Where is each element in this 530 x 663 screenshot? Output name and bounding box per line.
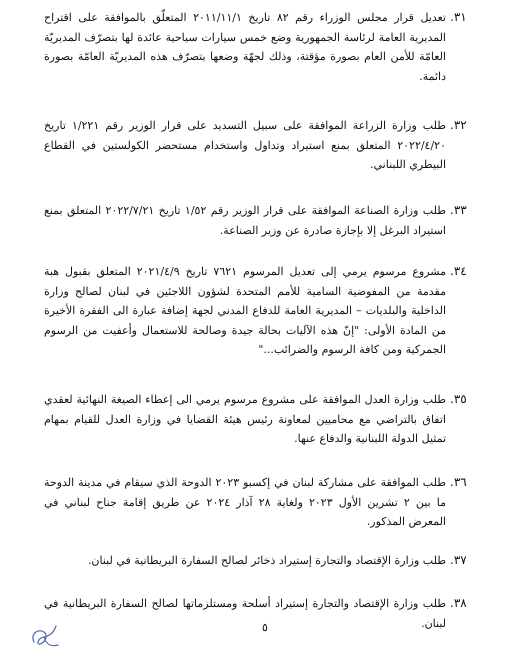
item-text: طلب وزارة الإقتصاد والتجارة إستيراد ذخائر لصالح السفارة البريطانية في لبنان. <box>87 554 446 567</box>
signature-icon <box>28 620 62 654</box>
item-text: طلب وزارة العدل الموافقة على مشروع مرسوم يرمي الى إعطاء الصيغة النهائية لعقدي اتفاق بالتراضي مع محاميين لمعاونة رئيس هيئة القضايا في وزارة العدل للقيام بمهام تمثيل الدولة اللبنانية والدفاع عنها. <box>44 393 446 445</box>
agenda-item-31 <box>44 8 490 86</box>
item-number: .٣٢ <box>450 118 467 132</box>
item-number: .٣٧ <box>450 553 467 567</box>
item-text: طلب وزارة الصناعة الموافقة على قرار الوزير رقم ١/٥٢ تاريخ ٢٠٢٢/٧/٢١ المتعلق بمنع استيراد البرغل إلا بإجازة صادرة عن وزير الصناعة. <box>44 204 446 237</box>
agenda-item-34 <box>44 262 490 360</box>
agenda-item-32 <box>44 116 490 175</box>
item-number: .٣٣ <box>450 203 467 217</box>
item-text: مشروع مرسوم يرمي إلى تعديل المرسوم ٧٦٢١ تاريخ ٢٠٢١/٤/٩ المتعلق بقبول هبة مقدمة من المفوضية السامية للأمم المتحدة لشؤون اللاجئين في لبنان لصالح وزارة الداخلية والبلديات – المديرية العامة للدفاع المدني لجهة إضافة عبارة الى الفقرة الأخيرة من المادة الأولى: "إنّ هذه الآليات بحالة جيدة وصالحة للاستعمال وأعفيت من الرسوم الجمركية ومن كافة الرسوم والضرائب..." <box>44 265 446 356</box>
item-number: .٣٦ <box>450 475 467 489</box>
item-text: تعديل قرار مجلس الوزراء رقم ٨٢ تاريخ ٢٠١١/١١/١ المتعلّق بالموافقة على اقتراح المديرية العامة لرئاسة الجمهورية وضع خمس سيارات سياحية عائدة لها بتصرّف المديريّة العامّة للأمن العام بصورة مؤقتة، وذلك لجهّة وضعها بتصرّف هذه المديريّة العامّة بصورة دائمة. <box>44 11 446 83</box>
item-number: .٣٨ <box>450 596 467 610</box>
item-number: .٣٥ <box>450 392 467 406</box>
item-text: طلب وزارة الإقتصاد والتجارة إستيراد أسلحة ومستلزماتها لصالح السفارة البريطانية في لبنان. <box>44 597 446 630</box>
page-number: ٥ <box>262 621 268 634</box>
item-number: .٣١ <box>450 10 467 24</box>
item-text: طلب الموافقة على مشاركة لبنان في إكسبو ٢٠٢٣ الدوحة الذي سيقام في مدينة الدوحة ما بين ٢ تشرين الأول ٢٠٢٣ ولغاية ٢٨ آذار ٢٠٢٤ عن طريق إقامة جناح لبناني في المعرض المذكور. <box>44 476 446 528</box>
item-number: .٣٤ <box>450 264 467 278</box>
item-text: طلب وزارة الزراعة الموافقة على سبيل التسديد على قرار الوزير رقم ١/٢٢١ تاريخ ٢٠٢٢/٤/٢٠ المتعلق بمنع استيراد وتداول واستخدام مستحضر الكولستين في القطاع البيطري اللبناني. <box>44 119 447 171</box>
agenda-item-36 <box>44 473 490 532</box>
agenda-item-35 <box>44 390 490 449</box>
agenda-item-33 <box>44 201 490 240</box>
agenda-item-37 <box>44 551 490 571</box>
